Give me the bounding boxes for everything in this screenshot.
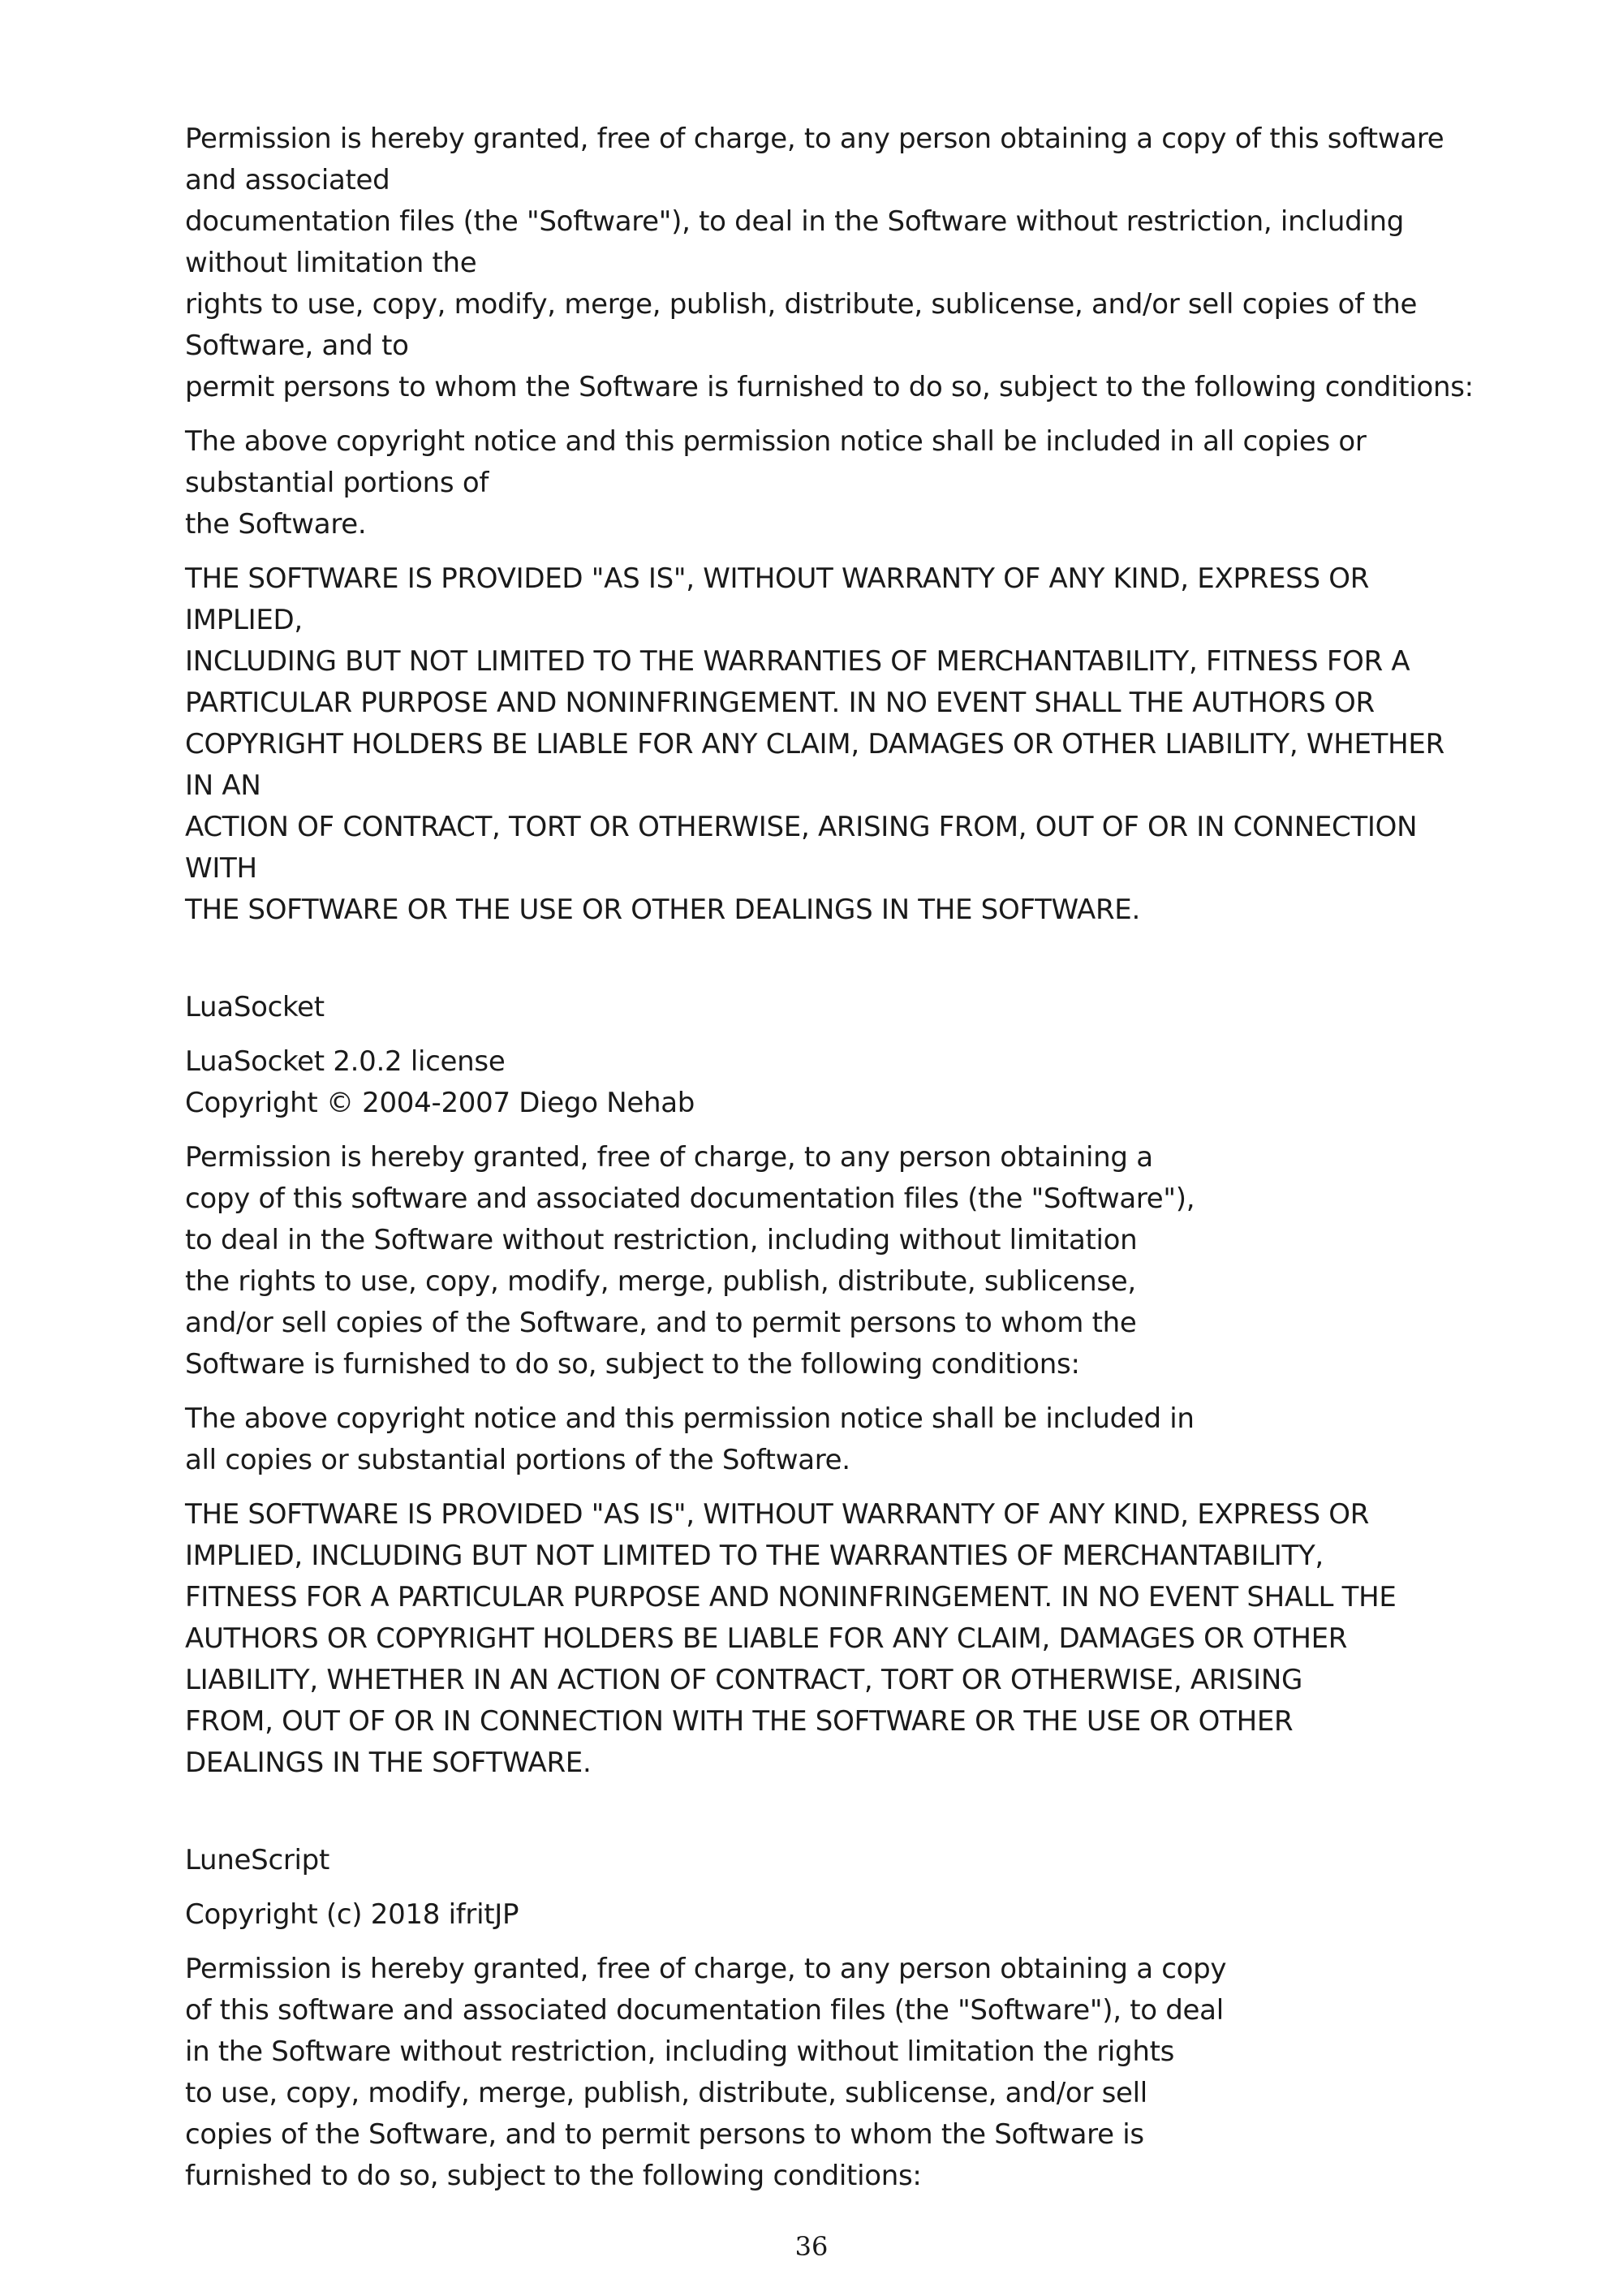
text-line: WITH — [185, 852, 257, 885]
text-line: all copies or substantial portions of the Software. — [185, 1444, 850, 1476]
section-heading: LuaSocket — [185, 991, 325, 1023]
section-spacer — [185, 1797, 1516, 1840]
text-line: LIABILITY, WHETHER IN AN ACTION OF CONTRACT, TORT OR OTHERWISE, ARISING — [185, 1664, 1303, 1696]
text-line: and associated — [185, 164, 390, 196]
text-line: PARTICULAR PURPOSE AND NONINFRINGEMENT. IN NO EVENT SHALL THE AUTHORS OR — [185, 687, 1375, 719]
license-section — [185, 944, 1516, 1784]
text-line: IMPLIED, — [185, 604, 303, 636]
text-line: The above copyright notice and this permission notice shall be included in — [185, 1402, 1195, 1435]
text-line: to use, copy, modify, merge, publish, distribute, sublicense, and/or sell — [185, 2077, 1147, 2109]
text-line: THE SOFTWARE OR THE USE OR OTHER DEALINGS IN THE SOFTWARE. — [185, 894, 1140, 926]
text-line: Software is furnished to do so, subject to the following conditions: — [185, 1348, 1080, 1381]
text-line: rights to use, copy, modify, merge, publish, distribute, sublicense, and/or sell copies of the — [185, 288, 1418, 321]
text-line: furnished to do so, subject to the following conditions: — [185, 2160, 922, 2192]
text-line: copies of the Software, and to permit persons to whom the Software is — [185, 2118, 1144, 2151]
text-line: Software, and to — [185, 330, 409, 362]
text-line: THE SOFTWARE IS PROVIDED "AS IS", WITHOUT WARRANTY OF ANY KIND, EXPRESS OR — [185, 562, 1370, 595]
text-line: LuaSocket 2.0.2 license — [185, 1045, 506, 1078]
text-line: Permission is hereby granted, free of charge, to any person obtaining a — [185, 1141, 1153, 1174]
paragraph — [185, 1041, 1516, 1124]
text-line: without limitation the — [185, 247, 477, 279]
text-line: and/or sell copies of the Software, and to permit persons to whom the — [185, 1307, 1137, 1339]
paragraph — [185, 1398, 1516, 1481]
text-line: COPYRIGHT HOLDERS BE LIABLE FOR ANY CLAIM, DAMAGES OR OTHER LIABILITY, WHETHER — [185, 728, 1444, 760]
text-line: Copyright © 2004-2007 Diego Nehab — [185, 1087, 695, 1119]
text-line: IMPLIED, INCLUDING BUT NOT LIMITED TO THE WARRANTIES OF MERCHANTABILITY, — [185, 1540, 1324, 1572]
text-line: FROM, OUT OF OR IN CONNECTION WITH THE SOFTWARE OR THE USE OR OTHER — [185, 1705, 1294, 1738]
paragraph — [185, 1494, 1516, 1784]
text-line: Permission is hereby granted, free of charge, to any person obtaining a copy of this software — [185, 123, 1444, 155]
paragraph — [185, 1137, 1516, 1385]
text-line: copy of this software and associated documentation files (the "Software"), — [185, 1182, 1195, 1215]
text-line: permit persons to whom the Software is furnished to do so, subject to the following conditions: — [185, 371, 1474, 403]
text-line: DEALINGS IN THE SOFTWARE. — [185, 1747, 592, 1779]
license-section — [185, 1797, 1516, 2197]
paragraph — [185, 1949, 1516, 2197]
text-line: of this software and associated documentation files (the "Software"), to deal — [185, 1994, 1224, 2027]
text-line: INCLUDING BUT NOT LIMITED TO THE WARRANTIES OF MERCHANTABILITY, FITNESS FOR A — [185, 645, 1410, 678]
text-line: the rights to use, copy, modify, merge, publish, distribute, sublicense, — [185, 1265, 1136, 1298]
page-number: 36 — [794, 2231, 829, 2262]
section-heading: LuneScript — [185, 1844, 329, 1876]
text-line: IN AN — [185, 769, 261, 802]
text-line: Copyright (c) 2018 ifritJP — [185, 1898, 519, 1931]
text-line: THE SOFTWARE IS PROVIDED "AS IS", WITHOUT WARRANTY OF ANY KIND, EXPRESS OR — [185, 1498, 1370, 1531]
text-line: to deal in the Software without restriction, including without limitation — [185, 1224, 1138, 1256]
section-spacer — [185, 944, 1516, 987]
license-section — [185, 118, 1516, 931]
text-line: The above copyright notice and this permission notice shall be included in all copies or — [185, 425, 1367, 458]
text-line: Permission is hereby granted, free of charge, to any person obtaining a copy — [185, 1953, 1227, 1985]
text-line: documentation files (the "Software"), to deal in the Software without restriction, including — [185, 205, 1405, 238]
text-line: the Software. — [185, 508, 367, 541]
paragraph — [185, 558, 1516, 931]
text-line: substantial portions of — [185, 467, 489, 499]
text-line: ACTION OF CONTRACT, TORT OR OTHERWISE, ARISING FROM, OUT OF OR IN CONNECTION — [185, 811, 1418, 843]
text-line: in the Software without restriction, including without limitation the rights — [185, 2035, 1175, 2068]
paragraph — [185, 118, 1516, 408]
text-line: AUTHORS OR COPYRIGHT HOLDERS BE LIABLE FOR ANY CLAIM, DAMAGES OR OTHER — [185, 1622, 1348, 1655]
text-line: FITNESS FOR A PARTICULAR PURPOSE AND NONINFRINGEMENT. IN NO EVENT SHALL THE — [185, 1581, 1397, 1613]
paragraph — [185, 421, 1516, 545]
paragraph — [185, 1894, 1516, 1936]
license-text-body — [185, 118, 1516, 2210]
